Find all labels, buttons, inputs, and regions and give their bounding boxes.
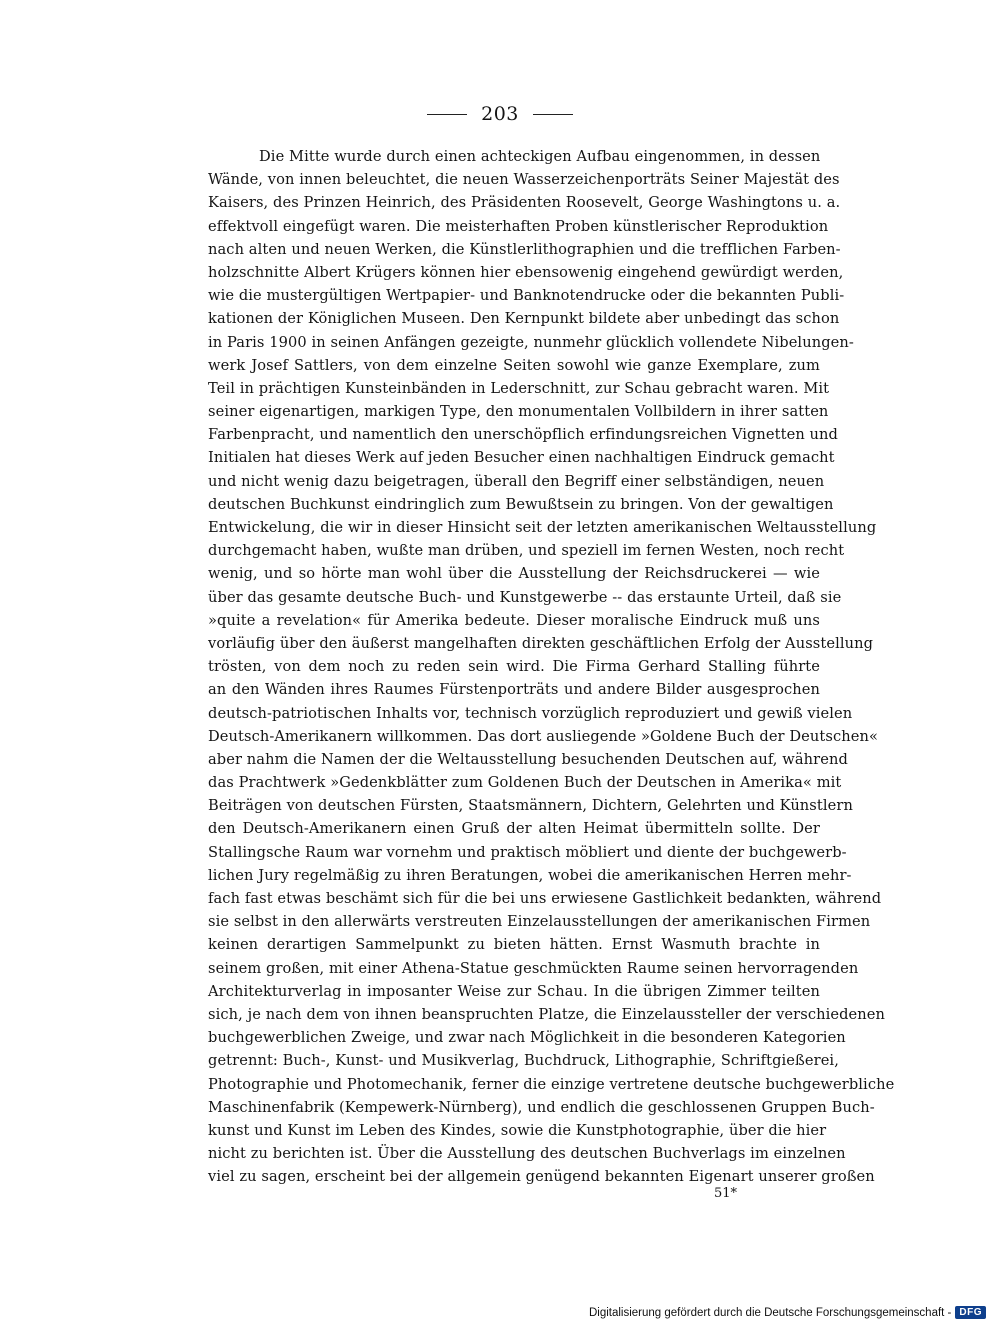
text-line: Kaisers, des Prinzen Heinrich, des Präsidenten Roosevelt, George Washingtons u. a.: [208, 194, 841, 212]
text-line: Photographie und Photomechanik, ferner die einzige vertretene deutsche buchgewerbliche: [208, 1075, 895, 1093]
text-line: Farbenpracht, und namentlich den unerschöpflich erfindungsreichen Vignetten und: [208, 426, 839, 444]
text-line: über das gesamte deutsche Buch- und Kunstgewerbe -- das erstaunte Urteil, daß sie: [208, 588, 842, 606]
text-line: und nicht wenig dazu beigetragen, überall den Begriff einer selbständigen, neuen: [208, 472, 825, 490]
page-header: [0, 99, 1000, 129]
text-line: Die Mitte wurde durch einen achteckigen Aufbau eingenommen, in dessen: [259, 148, 821, 165]
text-line: deutsch-patriotischen Inhalts vor, technisch vorzüglich reproduziert und gewiß vielen: [208, 704, 853, 722]
text-line: Initialen hat dieses Werk auf jeden Besucher einen nachhaltigen Eindruck gemacht: [208, 449, 835, 467]
text-line: holzschnitte Albert Krügers können hier ebensowenig eingehend gewürdigt werden,: [208, 263, 844, 281]
text-line: Maschinenfabrik (Kempewerk-Nürnberg), und endlich die geschlossenen Gruppen Buch-: [208, 1098, 875, 1116]
text-line: Beiträgen von deutschen Fürsten, Staatsmännern, Dichtern, Gelehrten und Künstlern: [208, 797, 853, 815]
text-line: »quite a revelation« für Amerika bedeute. Dieser moralische Eindruck muß uns: [208, 611, 820, 629]
text-line: Architekturverlag in imposanter Weise zur Schau. In die übrigen Zimmer teilten: [208, 982, 820, 1000]
header-rule-left: [427, 114, 467, 115]
header-rule-right: [533, 114, 573, 115]
text-line: den Deutsch-Amerikanern einen Gruß der alten Heimat übermitteln sollte. Der: [208, 820, 820, 838]
text-line: nicht zu berichten ist. Über die Ausstellung des deutschen Buchverlags im einzelnen: [208, 1145, 846, 1163]
text-line: an den Wänden ihres Raumes Fürstenporträts und andere Bilder ausgesprochen: [208, 681, 820, 699]
text-line: aber nahm die Namen der die Weltausstellung besuchenden Deutschen auf, während: [208, 750, 848, 768]
text-line: durchgemacht haben, wußte man drüben, und speziell im fernen Westen, noch recht: [208, 542, 845, 560]
text-line: seiner eigenartigen, markigen Type, den monumentalen Vollbildern in ihrer satten: [208, 403, 829, 421]
text-line: fach fast etwas beschämt sich für die bei uns erwiesene Gastlichkeit bedankten, während: [208, 890, 882, 907]
signature-mark: 51*: [714, 1186, 738, 1201]
text-line: deutschen Buchkunst eindringlich zum Bewußtsein zu bringen. Von der gewaltigen: [208, 495, 834, 513]
text-line: werk Josef Sattlers, von dem einzelne Seiten sowohl wie ganze Exemplare, zum: [208, 356, 820, 374]
text-line: kationen der Königlichen Museen. Den Kernpunkt bildete aber unbedingt das schon: [208, 310, 840, 328]
text-line: Entwickelung, die wir in dieser Hinsicht seit der letzten amerikanischen Weltausstellung: [208, 519, 877, 536]
text-line: wenig, und so hörte man wohl über die Ausstellung der Reichsdruckerei — wie: [208, 565, 820, 583]
text-line: sie selbst in den allerwärts verstreuten Einzelausstellungen der amerikanischen Firmen: [208, 913, 871, 931]
text-line: kunst und Kunst im Leben des Kindes, sowie die Kunstphotographie, über die hier: [208, 1121, 827, 1139]
text-line: Wände, von innen beleuchtet, die neuen Wasserzeichenporträts Seiner Majestät des: [208, 171, 840, 189]
text-line: Teil in prächtigen Kunsteinbänden in Lederschnitt, zur Schau gebracht waren. Mit: [208, 379, 830, 397]
body-text: [208, 145, 895, 1188]
footer-credit-text: Digitalisierung gefördert durch die Deutsche Forschungsgemeinschaft -: [588, 1306, 952, 1319]
text-line: sich, je nach dem von ihnen beanspruchten Platze, die Einzelaussteller der verschiedenen: [208, 1005, 886, 1023]
text-line: trösten, von dem noch zu reden sein wird. Die Firma Gerhard Stalling führte: [208, 658, 820, 676]
dfg-logo: DFG: [955, 1306, 986, 1319]
text-line: wie die mustergültigen Wertpapier- und Banknotendrucke oder die bekannten Publi-: [208, 287, 845, 305]
digitization-footer: [589, 1306, 986, 1319]
page-number: 203: [481, 103, 519, 125]
text-line: getrennt: Buch-, Kunst- und Musikverlag, Buchdruck, Lithographie, Schriftgießerei,: [208, 1052, 839, 1070]
text-line: das Prachtwerk »Gedenkblätter zum Goldenen Buch der Deutschen in Amerika« mit: [208, 774, 842, 792]
text-line: keinen derartigen Sammelpunkt zu bieten hätten. Ernst Wasmuth brachte in: [208, 936, 820, 954]
text-line: vorläufig über den äußerst mangelhaften direkten geschäftlichen Erfolg der Ausstellung: [208, 634, 874, 652]
text-line: Stallingsche Raum war vornehm und praktisch möbliert und diente der buchgewerb-: [208, 843, 847, 861]
text-line: seinem großen, mit einer Athena-Statue geschmückten Raume seinen hervorragenden: [208, 959, 859, 977]
text-line: viel zu sagen, erscheint bei der allgemein genügend bekannten Eigenart unserer großen: [208, 1168, 875, 1186]
text-line: nach alten und neuen Werken, die Künstlerlithographien und die trefflichen Farben-: [208, 240, 841, 258]
text-line: buchgewerblichen Zweige, und zwar nach Möglichkeit in die besonderen Kategorien: [208, 1029, 846, 1047]
text-line: lichen Jury regelmäßig zu ihren Beratungen, wobei die amerikanischen Herren mehr-: [208, 866, 852, 884]
text-line: in Paris 1900 in seinen Anfängen gezeigte, nunmehr glücklich vollendete Nibelungen-: [208, 333, 854, 351]
text-line: effektvoll eingefügt waren. Die meisterhaften Proben künstlerischer Reproduktion: [208, 217, 829, 235]
text-line: Deutsch-Amerikanern willkommen. Das dort ausliegende »Goldene Buch der Deutschen«: [208, 727, 878, 745]
